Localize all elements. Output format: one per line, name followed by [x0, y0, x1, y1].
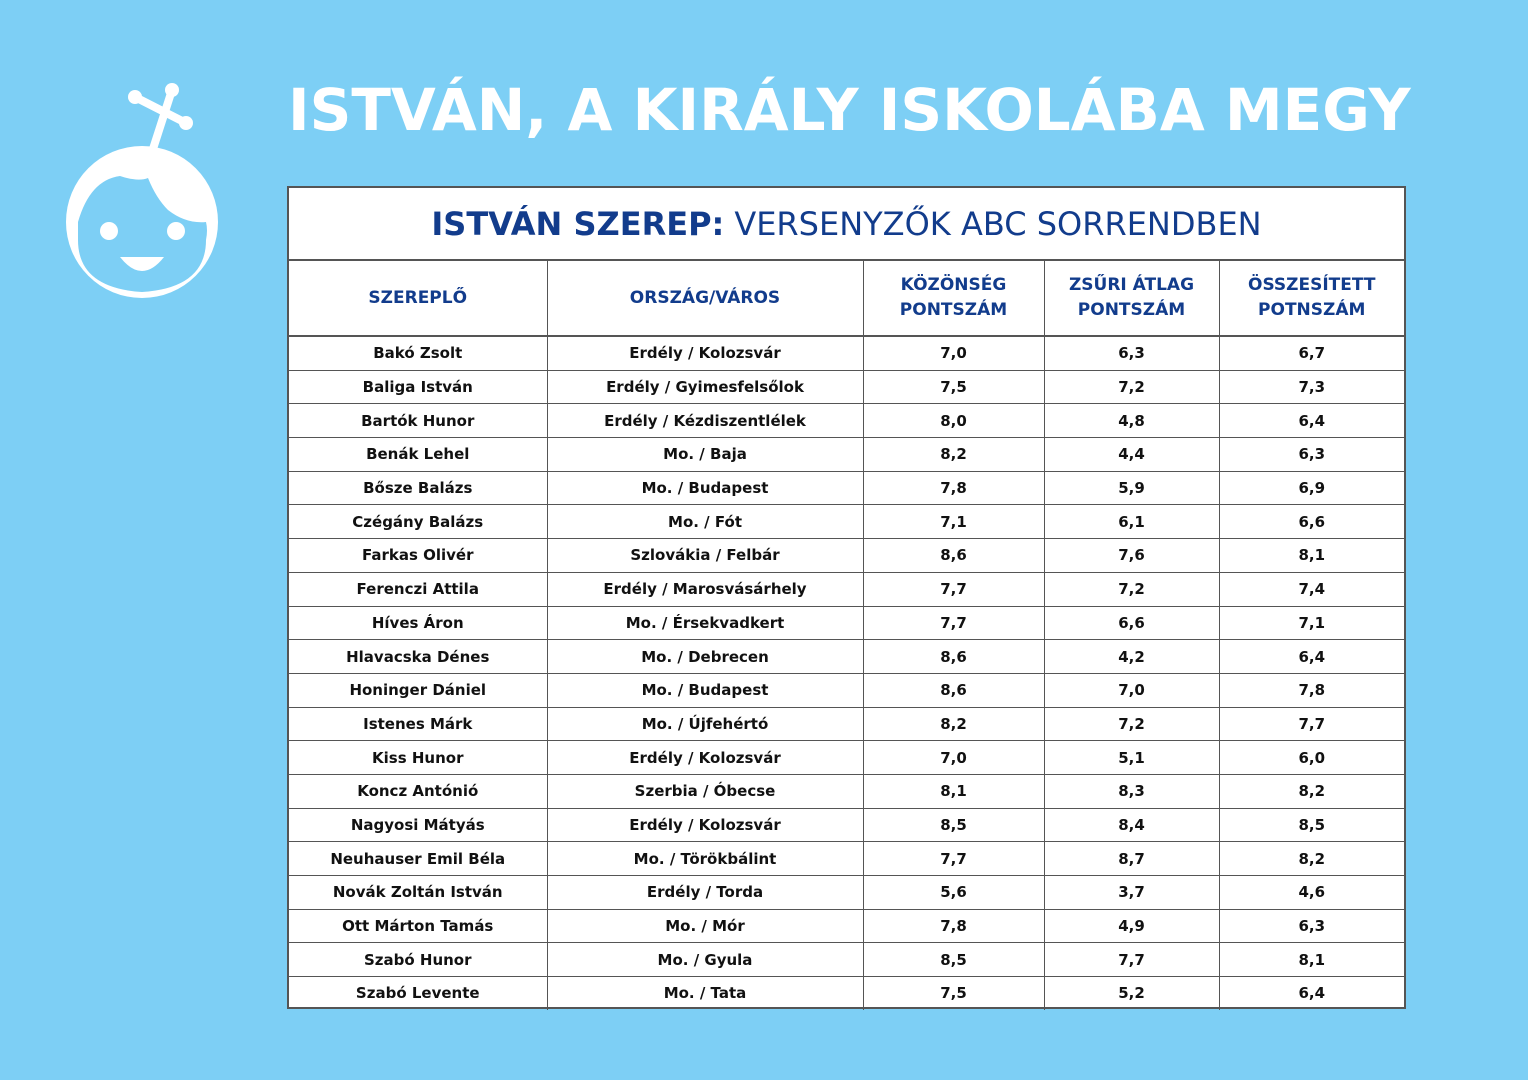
cell-audience-score: 8,1: [863, 774, 1044, 808]
cell-audience-score: 7,1: [863, 505, 1044, 539]
table-row: [289, 876, 1404, 910]
cell-name: Szabó Hunor: [289, 943, 547, 977]
table-row: [289, 707, 1404, 741]
cell-location: Mo. / Debrecen: [547, 640, 863, 674]
cell-total-score: 6,9: [1219, 471, 1404, 505]
cell-name: Istenes Márk: [289, 707, 547, 741]
results-table: [289, 261, 1404, 1010]
table-row: [289, 606, 1404, 640]
results-table-card: [287, 186, 1406, 1009]
cell-total-score: 8,2: [1219, 842, 1404, 876]
cell-location: Erdély / Kézdiszentlélek: [547, 404, 863, 438]
cell-jury-score: 4,4: [1044, 438, 1219, 472]
cell-location: Mo. / Tata: [547, 977, 863, 1010]
cell-location: Mo. / Mór: [547, 909, 863, 943]
cell-name: Bakó Zsolt: [289, 336, 547, 370]
cell-jury-score: 3,7: [1044, 876, 1219, 910]
table-row: [289, 370, 1404, 404]
cell-name: Ott Márton Tamás: [289, 909, 547, 943]
cell-jury-score: 4,2: [1044, 640, 1219, 674]
cell-name: Honinger Dániel: [289, 673, 547, 707]
cell-jury-score: 8,3: [1044, 774, 1219, 808]
cell-jury-score: 7,2: [1044, 572, 1219, 606]
table-row: [289, 640, 1404, 674]
cell-jury-score: 8,4: [1044, 808, 1219, 842]
cell-location: Mo. / Fót: [547, 505, 863, 539]
cell-location: Mo. / Gyula: [547, 943, 863, 977]
cell-audience-score: 8,6: [863, 640, 1044, 674]
cell-jury-score: 7,2: [1044, 370, 1219, 404]
cell-audience-score: 7,8: [863, 909, 1044, 943]
cell-jury-score: 6,1: [1044, 505, 1219, 539]
cell-jury-score: 5,2: [1044, 977, 1219, 1010]
column-header-audience-score: KÖZÖNSÉG PONTSZÁM: [863, 261, 1044, 336]
cell-total-score: 6,0: [1219, 741, 1404, 775]
cell-total-score: 7,3: [1219, 370, 1404, 404]
cell-total-score: 8,1: [1219, 539, 1404, 573]
cell-total-score: 6,6: [1219, 505, 1404, 539]
column-header-jury-score: ZSŰRI ÁTLAG PONTSZÁM: [1044, 261, 1219, 336]
table-row: [289, 977, 1404, 1010]
cell-jury-score: 4,8: [1044, 404, 1219, 438]
smiley-face-antenna-icon: [60, 80, 225, 305]
cell-total-score: 6,3: [1219, 438, 1404, 472]
cell-location: Erdély / Kolozsvár: [547, 808, 863, 842]
cell-name: Bartók Hunor: [289, 404, 547, 438]
column-header-total-score: ÖSSZESÍTETT POTNSZÁM: [1219, 261, 1404, 336]
cell-audience-score: 8,2: [863, 438, 1044, 472]
cell-total-score: 8,1: [1219, 943, 1404, 977]
cell-jury-score: 6,6: [1044, 606, 1219, 640]
cell-location: Mo. / Budapest: [547, 471, 863, 505]
cell-total-score: 6,3: [1219, 909, 1404, 943]
table-row: [289, 336, 1404, 370]
cell-location: Mo. / Törökbálint: [547, 842, 863, 876]
cell-audience-score: 8,5: [863, 808, 1044, 842]
table-heading-bold: ISTVÁN SZEREP:: [431, 204, 725, 243]
cell-jury-score: 7,7: [1044, 943, 1219, 977]
cell-jury-score: 7,6: [1044, 539, 1219, 573]
table-body: [289, 336, 1404, 1010]
cell-location: Erdély / Marosvásárhely: [547, 572, 863, 606]
cell-name: Nagyosi Mátyás: [289, 808, 547, 842]
cell-name: Baliga István: [289, 370, 547, 404]
table-row: [289, 774, 1404, 808]
cell-total-score: 6,7: [1219, 336, 1404, 370]
table-row: [289, 808, 1404, 842]
cell-audience-score: 7,8: [863, 471, 1044, 505]
cell-name: Farkas Olivér: [289, 539, 547, 573]
cell-audience-score: 7,5: [863, 370, 1044, 404]
cell-name: Híves Áron: [289, 606, 547, 640]
cell-audience-score: 8,5: [863, 943, 1044, 977]
cell-jury-score: 5,9: [1044, 471, 1219, 505]
cell-total-score: 7,4: [1219, 572, 1404, 606]
cell-audience-score: 5,6: [863, 876, 1044, 910]
table-row: [289, 741, 1404, 775]
table-row: [289, 842, 1404, 876]
cell-location: Szerbia / Óbecse: [547, 774, 863, 808]
cell-jury-score: 6,3: [1044, 336, 1219, 370]
cell-total-score: 7,1: [1219, 606, 1404, 640]
table-heading-normal: VERSENYZŐK ABC SORRENDBEN: [734, 204, 1262, 243]
table-row: [289, 438, 1404, 472]
cell-audience-score: 7,7: [863, 572, 1044, 606]
cell-audience-score: 7,0: [863, 741, 1044, 775]
cell-name: Benák Lehel: [289, 438, 547, 472]
cell-total-score: 6,4: [1298, 984, 1326, 1003]
cell-jury-score: 5,1: [1044, 741, 1219, 775]
cell-audience-score: 8,2: [863, 707, 1044, 741]
cell-audience-score: 8,0: [863, 404, 1044, 438]
table-row: [289, 909, 1404, 943]
cell-jury-score: 7,2: [1044, 707, 1219, 741]
cell-total-score: 6,4: [1219, 404, 1404, 438]
cell-name: Neuhauser Emil Béla: [289, 842, 547, 876]
table-row: [289, 943, 1404, 977]
cell-total-score: 8,2: [1219, 774, 1404, 808]
column-header-name: SZEREPLŐ: [289, 261, 547, 336]
cell-location: Szlovákia / Felbár: [547, 539, 863, 573]
cell-total-score: 4,6: [1219, 876, 1404, 910]
table-heading: [289, 188, 1404, 261]
cell-total-score: 8,5: [1219, 808, 1404, 842]
cell-total-score: 6,4: [1219, 640, 1404, 674]
cell-audience-score: 8,6: [863, 539, 1044, 573]
cell-location: Erdély / Kolozsvár: [547, 741, 863, 775]
cell-audience-score: 7,7: [863, 606, 1044, 640]
table-header-row: [289, 261, 1404, 336]
table-row: [289, 505, 1404, 539]
cell-location: Mo. / Baja: [547, 438, 863, 472]
table-row: [289, 471, 1404, 505]
cell-name: Szabó Levente: [289, 977, 547, 1010]
cell-audience-score: 7,5: [863, 977, 1044, 1010]
cell-name: Novák Zoltán István: [289, 876, 547, 910]
cell-location: Mo. / Budapest: [547, 673, 863, 707]
table-row: [289, 404, 1404, 438]
cell-name: Hlavacska Dénes: [289, 640, 547, 674]
table-row: [289, 539, 1404, 573]
cell-location: Mo. / Újfehértó: [547, 707, 863, 741]
cell-total-score: 7,8: [1219, 673, 1404, 707]
cell-name: Koncz Antónió: [289, 774, 547, 808]
table-row: [289, 572, 1404, 606]
cell-jury-score: 7,0: [1044, 673, 1219, 707]
cell-name: Bősze Balázs: [289, 471, 547, 505]
cell-location: Mo. / Érsekvadkert: [547, 606, 863, 640]
cell-location: Erdély / Torda: [547, 876, 863, 910]
cell-location: Erdély / Kolozsvár: [547, 336, 863, 370]
cell-jury-score: 4,9: [1044, 909, 1219, 943]
cell-audience-score: 7,7: [863, 842, 1044, 876]
cell-total-score: 7,7: [1219, 707, 1404, 741]
table-row: [289, 673, 1404, 707]
cell-location: Erdély / Gyimesfelsőlok: [547, 370, 863, 404]
cell-audience-score: 8,6: [863, 673, 1044, 707]
cell-name: Ferenczi Attila: [289, 572, 547, 606]
column-header-location: ORSZÁG/VÁROS: [547, 261, 863, 336]
page-title: ISTVÁN, A KIRÁLY ISKOLÁBA MEGY: [288, 76, 1411, 144]
cell-jury-score: 8,7: [1044, 842, 1219, 876]
cell-name: Kiss Hunor: [289, 741, 547, 775]
cell-audience-score: 7,0: [863, 336, 1044, 370]
cell-name: Czégány Balázs: [289, 505, 547, 539]
